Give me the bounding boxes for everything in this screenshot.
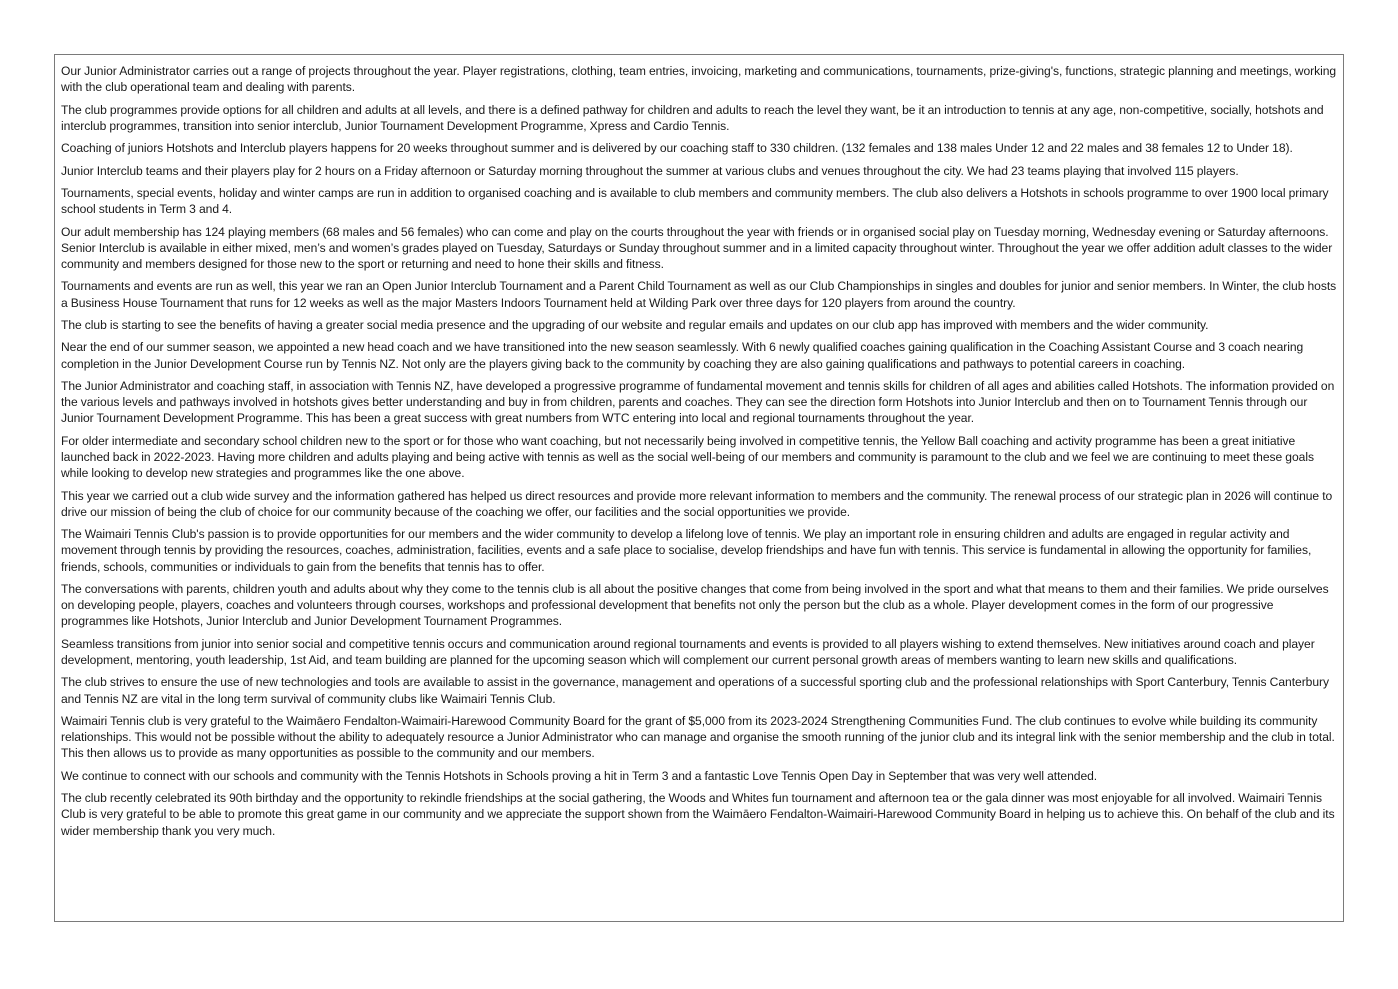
paragraph-junior-interclub: Junior Interclub teams and their players play for 2 hours on a Friday afternoon or Saturday morning throughout the summer at various clubs and venues throughout the city. We had 23 teams playing that involved 115 players. (61, 163, 1239, 178)
paragraph-tournaments-events: Tournaments and events are run as well, this year we ran an Open Junior Interclub Tournament and a Parent Child Tournament as well as our Club Championships in singles and doubles for junior and senior members. In Winter, the club hosts a Business House Tournament that runs for 12 weeks as well as the major Masters Indoors Tournament held at Wilding Park over three days for 120 players from around the country. (61, 279, 1337, 310)
paragraph-transitions: Seamless transitions from junior into senior social and competitive tennis occurs and communication around regional tournaments and events is provided to all players wishing to extend themselves. New initiatives around coach and player development, mentoring, youth leadership, 1st Aid, and team building are planned for the upcoming season which will complement our current personal growth areas of members wanting to learn new skills and qualifications. (61, 636, 1315, 667)
paragraph-schools-community: We continue to connect with our schools and community with the Tennis Hotshots in Schools proving a hit in Term 3 and a fantastic Love Tennis Open Day in September that was very well attended. (61, 768, 1098, 783)
paragraph-90th-birthday: The club recently celebrated its 90th birthday and the opportunity to rekindle friendships at the social gathering, the Woods and Whites fun tournament and afternoon tea or the gala dinner was most enjoyable for all involved. Waimairi Tennis Club is very grateful to be able to promote this great game in our community and we appreciate the support shown from the Waimāero Fendalton-Waimairi-Harewood Community Board in helping us to achieve this. On behalf of the club and its wider membership thank you very much. (61, 791, 1335, 838)
paragraph-tournaments-camps: Tournaments, special events, holiday and winter camps are run in addition to organised coaching and is available to club members and community members. The club also delivers a Hotshots in schools programme to over 1900 local primary school students in Term 3 and 4. (61, 185, 1329, 217)
paragraph-club-programmes: The club programmes provide options for all children and adults at all levels, and there is a defined pathway for children and adults to reach the level they want, be it an introduction to tennis at any age, non-competitive, socially, hotshots and interclub programmes, transition into senior interclub, Junior Tournament Development Programme, Xpress and Cardio Tennis. (61, 102, 1324, 133)
paragraph-club-passion: The Waimairi Tennis Club's passion is to provide opportunities for our members and the wider community to develop a lifelong love of tennis. We play an important role in ensuring children and adults are engaged in regular activity and movement through tennis by providing the resources, coaches, administration, facilities, events and a safe place to socialise, develop friendships and have fun with tennis. This service is fundamental in allowing the opportunity for families, friends, schools, communities or individuals to gain from the benefits that tennis has to offer. (61, 527, 1312, 574)
paragraph-junior-administrator: Our Junior Administrator carries out a range of projects throughout the year. Player registrations, clothing, team entries, invoicing, marketing and communications, tournaments, prize-giving's, functions, strategic planning and meetings, working with the club operational team and dealing with parents. (61, 64, 1337, 95)
document-frame (54, 54, 1344, 922)
paragraph-hotshots-programme: The Junior Administrator and coaching staff, in association with Tennis NZ, have developed a progressive programme of fundamental movement and tennis skills for children of all ages and abilities called Hotshots. The information provided on the various levels and pathways involved in hotshots gives better understanding and buy in from children, parents and coaches. They can see the direction form Hotshots into Junior Interclub and then on to Tournament Tennis through our Junior Tournament Development Programme. This has been a great success with great numbers from WTC entering into local and regional tournaments throughout the year. (61, 378, 1335, 426)
paragraph-junior-coaching: Coaching of juniors Hotshots and Interclub players happens for 20 weeks throughout summer and is delivered by our coaching staff to 330 children. (132 females and 138 males Under 12 and 22 males and 38 females 12 to Under 18). (61, 141, 1293, 156)
paragraph-head-coach: Near the end of our summer season, we appointed a new head coach and we have transitioned into the new season seamlessly. With 6 newly qualified coaches gaining qualification in the Coaching Assistant Course and 3 coach nearing completion in the Junior Development Course run by Tennis NZ. Not only are the players giving back to the community by coaching they are also gaining qualifications and pathways to potential careers in coaching. (61, 340, 1304, 371)
paragraph-social-media: The club is starting to see the benefits of having a greater social media presence and the upgrading of our website and regular emails and updates on our club app has improved with members and the wider community. (61, 317, 1209, 332)
paragraph-technologies: The club strives to ensure the use of new technologies and tools are available to assist in the governance, management and operations of a successful sporting club and the professional relationships with Sport Canterbury, Tennis Canterbury and Tennis NZ are vital in the long term survival of community clubs like Waimairi Tennis Club. (61, 675, 1329, 706)
paragraph-club-survey: This year we carried out a club wide survey and the information gathered has helped us direct resources and provide more relevant information to members and the community. The renewal process of our strategic plan in 2026 will continue to drive our mission of being the club of choice for our community because of the coaching we offer, our facilities and the social opportunities we provide. (61, 488, 1333, 519)
paragraph-adult-membership: Our adult membership has 124 playing members (68 males and 56 females) who can come and play on the courts throughout the year with friends or in organised social play on Tuesday morning, Wednesday evening or Saturday afternoons. Senior Interclub is available in either mixed, men’s and women’s grades played on Tuesday, Saturdays or Sunday throughout summer and in a limited capacity throughout winter. Throughout the year we offer addition adult classes to the wider community and members designed for those new to the sport or returning and need to hone their skills and fitness. (61, 224, 1333, 271)
paragraph-grant-thanks: Waimairi Tennis club is very grateful to the Waimāero Fendalton-Waimairi-Harewood Community Board for the grant of $5,000 from its 2023-2024 Strengthening Communities Fund. The club continues to evolve while building its community relationships. This would not be possible without the ability to adequately resource a Junior Administrator who can manage and organise the smooth running of the junior club and its integral link with the senior membership and the club in total. This then allows us to provide as many opportunities as possible to the community and our members. (61, 713, 1335, 761)
paragraph-conversations: The conversations with parents, children youth and adults about why they come to the tennis club is all about the positive changes that come from being involved in the sport and what that means to them and their families. We pride ourselves on developing people, players, coaches and volunteers through courses, workshops and professional development that benefits not only the person but the club as a whole. Player development comes in the form of our progressive programmes like Hotshots, Junior Interclub and Junior Development Tournament Programmes. (61, 581, 1329, 629)
paragraph-yellow-ball: For older intermediate and secondary school children new to the sport or for those who want coaching, but not necessarily being involved in competitive tennis, the Yellow Ball coaching and activity programme has been a great initiative launched back in 2022-2023. Having more children and adults playing and being active with tennis as well as the social well-being of our members and community is paramount to the club and we feel we are continuing to meet these goals while looking to develop new strategies and programmes like the one above. (61, 433, 1314, 481)
